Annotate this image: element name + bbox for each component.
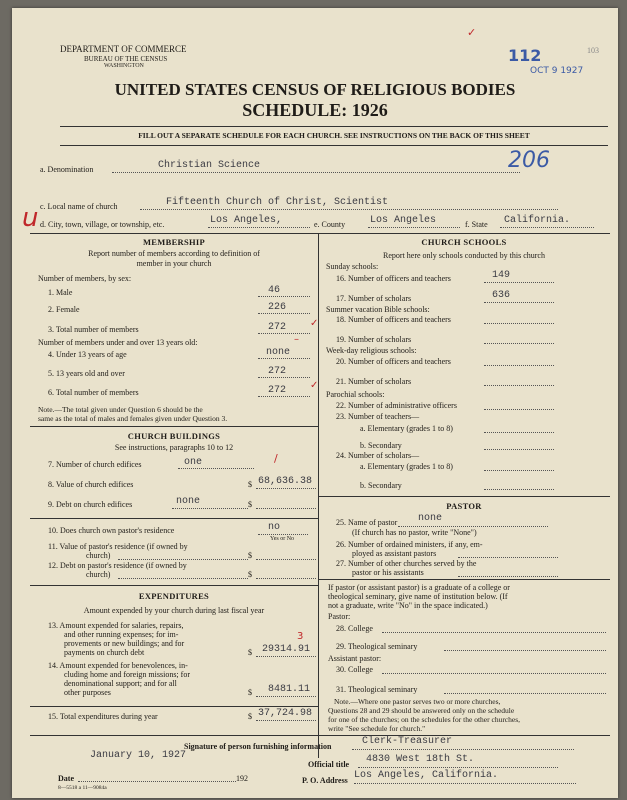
q4-value: none (266, 347, 291, 358)
q14-value: 8481.11 (268, 684, 311, 695)
sunday-label: Sunday schools: (326, 262, 379, 271)
q14-label-2: cluding home and foreign missions; for (64, 670, 190, 679)
q23-label: 23. Number of teachers— (336, 412, 420, 421)
red-three: 3 (297, 631, 304, 642)
parochial-label: Parochial schools: (326, 390, 385, 399)
q14-label-4: other purposes (64, 688, 111, 697)
q17-value: 636 (492, 290, 511, 301)
address-label: P. O. Address (302, 776, 348, 785)
q24b-label: b. Secondary (360, 481, 402, 490)
q30-label: 30. College (336, 665, 373, 674)
signature-label: Signature of person furnishing information (184, 742, 332, 751)
q7-value: one (184, 457, 203, 468)
q28-label: 28. College (336, 624, 373, 633)
handwritten-code: 206 (508, 148, 550, 173)
q10-label: 10. Does church own pastor's residence (48, 526, 175, 535)
q9-value: none (176, 496, 201, 507)
q27-label-1: 27. Number of other churches served by the (336, 559, 477, 568)
q24a-label: a. Elementary (grades 1 to 8) (360, 462, 453, 471)
q6-value: 272 (268, 385, 287, 396)
q15-value: 37,724.98 (258, 708, 313, 719)
grad-line-2: theological seminary, give name of institution below. (If (328, 592, 508, 601)
q5-label: 5. 13 years old and over (48, 369, 125, 378)
q19-label: 19. Number of scholars (336, 335, 412, 344)
q18-label: 18. Number of officers and teachers (336, 315, 451, 324)
q11-label-2: church) (86, 551, 111, 560)
pastor-note-4: write "See schedule for church." (328, 724, 426, 733)
q24-label: 24. Number of scholars— (336, 451, 420, 460)
q14-label-1: 14. Amount expended for benevolences, in- (48, 661, 188, 670)
state-label: f. State (465, 220, 488, 229)
q13-label-4: payments on church debt (64, 648, 145, 657)
q11-label-1: 11. Value of pastor's residence (if owned by (48, 542, 188, 551)
form-code: 8—5518 a 11—9084a (58, 785, 107, 791)
pastor-note-3: for one of the churches; on the schedules for the other churches, (328, 715, 521, 724)
q9-label: 9. Debt on church edifices (48, 500, 133, 509)
pastor-note-2: Questions 28 and 29 should be answered only on the schedule (328, 706, 515, 715)
pastor-note-1: Note.—Where one pastor serves two or more churches, (334, 697, 501, 706)
q25-label: 25. Name of pastor (336, 518, 398, 527)
q12-label-2: church) (86, 570, 111, 579)
corner-note: 103 (587, 46, 599, 55)
state-value: California. (504, 215, 571, 226)
q13-dollar: $ (248, 648, 252, 657)
red-one: / (274, 452, 278, 465)
red-tick-q3: ✓ (310, 318, 319, 329)
q26-label-1: 26. Number of ordained ministers, if any, em- (336, 540, 483, 549)
q3-value: 272 (268, 322, 287, 333)
schools-heading: CHURCH SCHOOLS (421, 237, 507, 247)
official-title-value: 4830 West 18th St. (366, 754, 475, 765)
city-label: WASHINGTON (104, 63, 144, 69)
membership-heading: MEMBERSHIP (142, 237, 206, 247)
q27-label-2: pastor or his assistants (352, 568, 424, 577)
q20-label: 20. Number of officers and teachers (336, 357, 451, 366)
q8-value: 68,636.38 (258, 476, 313, 487)
red-check-mark: ✓ (467, 26, 477, 39)
q3-label: 3. Total number of members (48, 325, 139, 334)
margin-mark: u (22, 203, 39, 233)
asst-sub-label: Assistant pastor: (328, 654, 382, 663)
weekday-label: Week-day religious schools: (326, 346, 417, 355)
q13-value: 29314.91 (262, 644, 311, 655)
q12-label-1: 12. Debt on pastor's residence (if owned by (48, 561, 187, 570)
q16-value: 149 (492, 270, 511, 281)
county-label: e. County (314, 220, 346, 229)
membership-note-2: same as the total of males and females given under Question 3. (38, 414, 228, 423)
under-over-label: Number of members under and over 13 years old: (38, 338, 198, 347)
q31-label: 31. Theological seminary (336, 685, 418, 694)
q15-dollar: $ (248, 712, 252, 721)
q2-value: 226 (268, 302, 287, 313)
buildings-heading: CHURCH BUILDINGS (127, 431, 221, 441)
q23b-label: b. Secondary (360, 441, 402, 450)
q12-dollar: $ (248, 570, 252, 579)
q26-label-2: ployed as assistant pastors (352, 549, 437, 558)
schools-intro: Report here only schools conducted by this church (383, 251, 545, 260)
church-name-value: Fifteenth Church of Christ, Scientist (166, 197, 389, 208)
q16-label: 16. Number of officers and teachers (336, 274, 451, 283)
city-label: d. City, town, village, or township, etc. (40, 220, 165, 229)
city-value: Los Angeles, (210, 215, 283, 226)
q1-value: 46 (268, 285, 281, 296)
year-suffix: 192 (236, 774, 248, 783)
q8-label: 8. Value of church edifices (48, 480, 134, 489)
q5-value: 272 (268, 366, 287, 377)
grad-line-3: not a graduate, write "No" in the space indicated.) (328, 601, 488, 610)
q13-label-3: provements or new buildings; and for (64, 639, 185, 648)
membership-intro-2: member in your church (136, 259, 212, 268)
q25-value: none (418, 513, 443, 524)
dept-label: DEPARTMENT OF COMMERCE (60, 44, 187, 54)
q1-label: 1. Male (48, 288, 73, 297)
official-title-label: Official title (308, 760, 350, 769)
membership-note-1: Note.—The total given under Question 6 should be the (38, 405, 203, 414)
pastor-sub-label: Pastor: (328, 612, 351, 621)
q11-dollar: $ (248, 551, 252, 560)
county-value: Los Angeles (370, 215, 437, 226)
q29-label: 29. Theological seminary (336, 642, 418, 651)
membership-intro-1: Report number of members according to definition of (88, 249, 260, 258)
schedule-title: SCHEDULE: 1926 (242, 100, 388, 120)
by-sex-label: Number of members, by sex: (38, 274, 132, 283)
q25-note: (If church has no pastor, write "None") (352, 528, 477, 537)
q13-label-2: and other running expenses; for im- (64, 630, 179, 639)
expenditures-heading: EXPENDITURES (138, 591, 210, 601)
denomination-label: a. Denomination (40, 165, 94, 174)
instruction-line: FILL OUT A SEPARATE SCHEDULE FOR EACH CHURCH. SEE INSTRUCTIONS ON THE BACK OF THIS SHEET (138, 131, 530, 140)
q22-label: 22. Number of administrative officers (336, 401, 457, 410)
q23a-label: a. Elementary (grades 1 to 8) (360, 424, 453, 433)
stamp-number: 112 (508, 46, 542, 65)
buildings-intro: See instructions, paragraphs 10 to 12 (114, 443, 234, 452)
q9-dollar: $ (248, 500, 252, 509)
q10-value: no (268, 522, 281, 533)
pastor-heading: PASTOR (446, 501, 482, 511)
date-value: January 10, 1927 (90, 750, 187, 761)
q13-label-1: 13. Amount expended for salaries, repairs, (48, 621, 184, 630)
q2-label: 2. Female (48, 305, 80, 314)
q17-label: 17. Number of scholars (336, 294, 412, 303)
church-name-label: c. Local name of church (40, 202, 118, 211)
q21-label: 21. Number of scholars (336, 377, 412, 386)
address-value: Los Angeles, California. (354, 770, 499, 781)
yes-no-hint: Yes or No (270, 536, 295, 542)
q8-dollar: $ (248, 480, 252, 489)
q7-label: 7. Number of church edifices (48, 460, 142, 469)
grad-line-1: If pastor (or assistant pastor) is a graduate of a college or (328, 583, 510, 592)
q15-label: 15. Total expenditures during year (48, 712, 158, 721)
q6-label: 6. Total number of members (48, 388, 139, 397)
signature-value: Clerk-Treasurer (362, 736, 453, 747)
census-form-page (12, 8, 618, 798)
date-label: Date (58, 774, 74, 783)
denomination-value: Christian Science (158, 160, 261, 171)
form-title: UNITED STATES CENSUS OF RELIGIOUS BODIES (114, 80, 516, 99)
bureau-label: BUREAU OF THE CENSUS (84, 55, 168, 63)
red-tick-q6: ✓ (310, 380, 319, 391)
stamp-date: OCT 9 1927 (530, 66, 584, 76)
q14-label-3: denominational support; and for all (64, 679, 177, 688)
summer-label: Summer vacation Bible schools: (326, 305, 430, 314)
q14-dollar: $ (248, 688, 252, 697)
red-dash: – (294, 334, 299, 345)
q4-label: 4. Under 13 years of age (48, 350, 127, 359)
expenditures-intro: Amount expended by your church during last fiscal year (83, 606, 265, 615)
